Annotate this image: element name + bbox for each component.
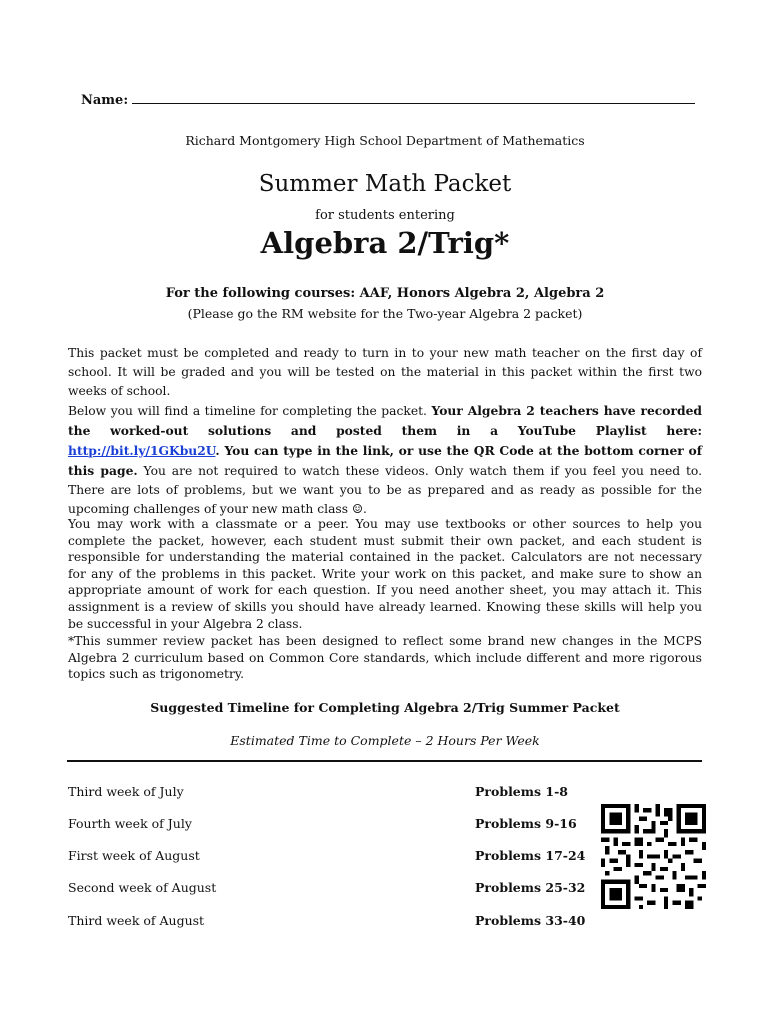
department-heading: Richard Montgomery High School Department of Mathematics [185,133,585,148]
courses-note: (Please go the RM website for the Two-year Algebra 2 packet) [187,306,583,321]
timeline-paragraph [68,401,702,519]
packet-subtitle: for students entering [315,208,455,223]
courses-line: For the following courses: AAF, Honors Algebra 2, Algebra 2 [165,286,605,301]
timeline-week: Second week of August [68,880,217,895]
course-title: Algebra 2/Trig* [260,226,510,260]
qr-instruction-text: . You can type in the link, or use the QR Code at the bottom corner of this page. [68,443,702,478]
name-field [81,92,695,108]
videos-note-text: You are not required to watch these videos. Only watch them if you feel you need to. There are lots of problems, but we want you to be as prepared and as ready as possible for the upcoming challenges of your new math class ☺. [68,464,703,516]
curriculum-note-paragraph: *This summer review packet has been designed to reflect some brand new changes in the MCPS Algebra 2 curriculum based on Common Core standards, which include different and more rigorous topics such as trigonometry. [68,634,702,682]
divider-rule [67,760,702,762]
timeline-problems: Problems 9-16 [475,816,577,831]
collaboration-paragraph: You may work with a classmate or a peer. You may use textbooks or other sources to help you complete the packet, however, each student must submit their own packet, and each student is responsible for understanding the material contained in the packet. Calculators are not necessary for any of the problems in this packet. Write your work on this packet, and make sure to show an appropriate amount of work for each question. If you need another sheet, you may attach it. This assignment is a review of skills you should have already learned. Knowing these skills will help you be successful in your Algebra 2 class. [68,517,702,631]
qr-code-icon[interactable] [601,804,706,909]
name-label: Name: [81,93,129,108]
timeline-intro-text: Below you will find a timeline for completing the packet. [68,404,432,418]
intro-paragraph: This packet must be completed and ready to turn in to your new math teacher on the first day of school. It will be graded and you will be tested on the material in this packet within the first two weeks of school. [68,346,702,398]
timeline-problems: Problems 25-32 [475,880,586,895]
timeline-week: Fourth week of July [68,816,192,831]
name-blank-line[interactable] [132,92,695,104]
timeline-week: Third week of August [68,913,205,928]
packet-title: Summer Math Packet [258,171,512,197]
playlist-text: Your Algebra 2 teachers have recorded the worked-out solutions and posted them in a YouTube Playlist here: [68,403,702,438]
timeline-week: Third week of July [68,784,184,799]
timeline-estimate: Estimated Time to Complete – 2 Hours Per Week [230,733,540,748]
timeline-week: First week of August [68,848,200,863]
timeline-problems: Problems 1-8 [475,784,568,799]
timeline-problems: Problems 17-24 [475,848,586,863]
timeline-problems: Problems 33-40 [475,913,586,928]
playlist-link[interactable]: http://bit.ly/1GKbu2U [68,443,216,458]
timeline-title: Suggested Timeline for Completing Algebra 2/Trig Summer Packet [150,700,620,715]
